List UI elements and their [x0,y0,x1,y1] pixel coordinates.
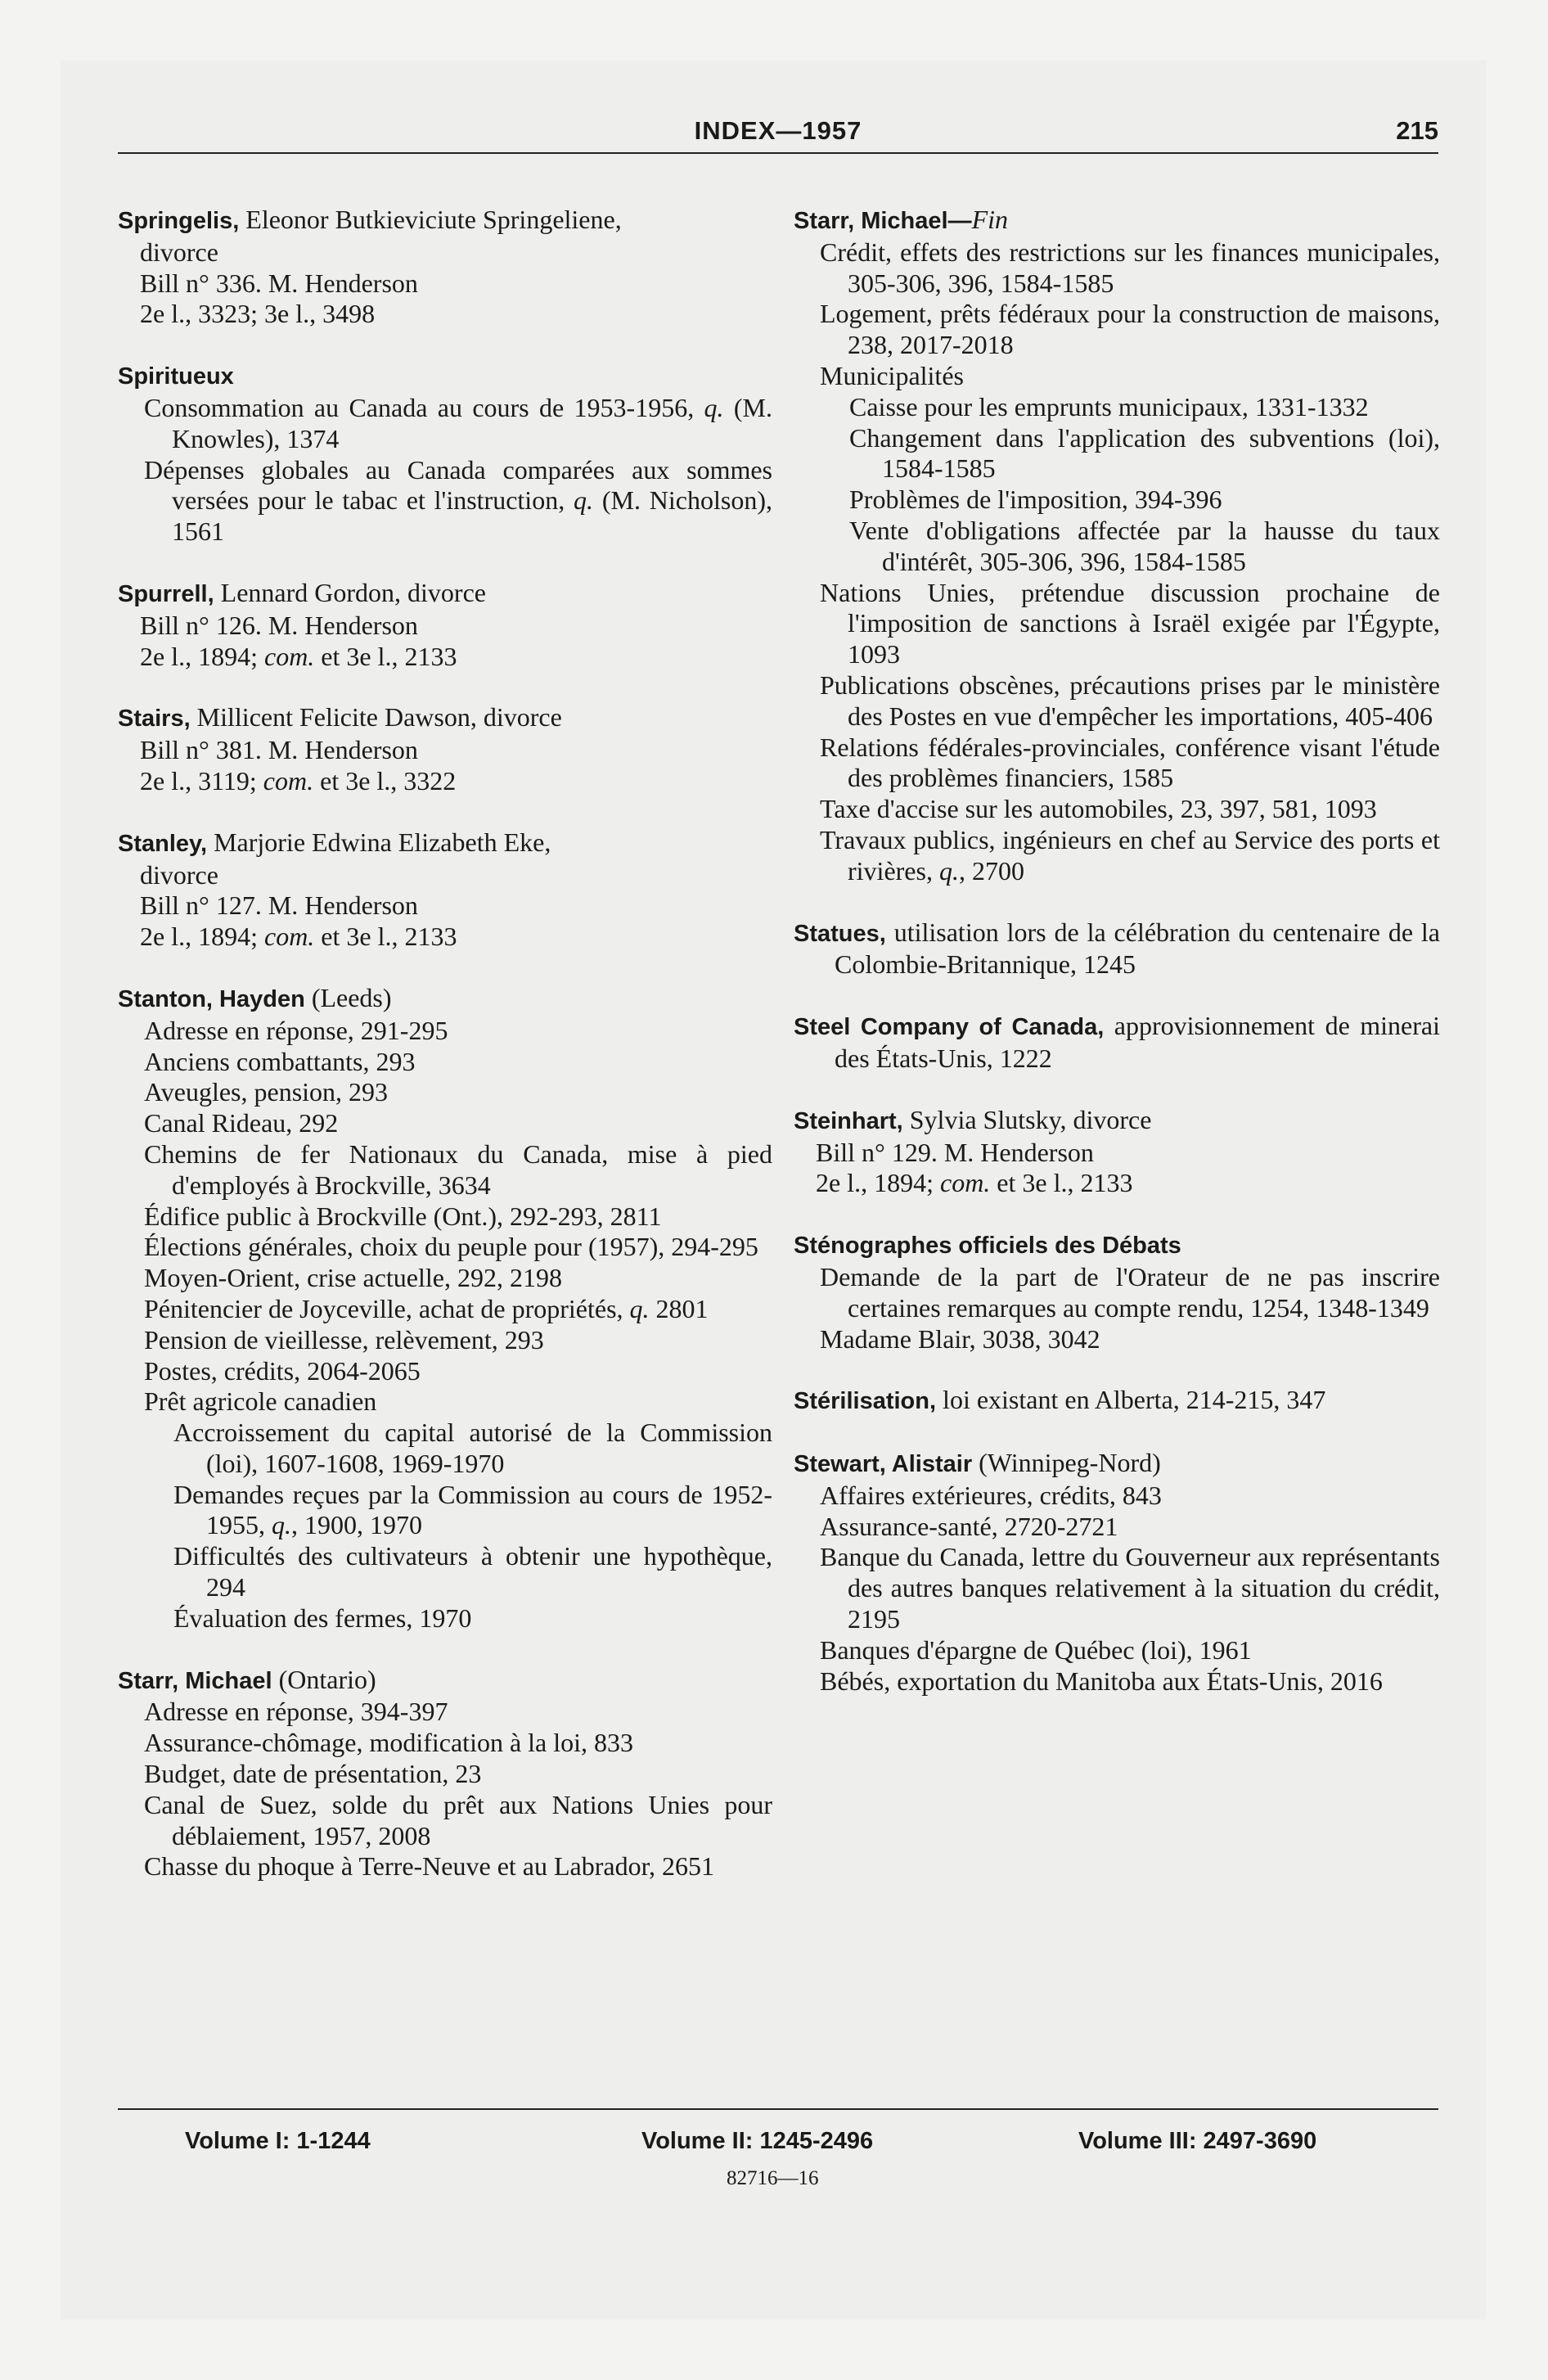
entry-heading-line [794,1448,1440,1481]
index-entry [794,1448,1440,1697]
subentry: Chasse du phoque à Terre-Neuve et au Labrador, 2651 [144,1851,714,1882]
sub-subentry: Problèmes de l'imposition, 394-396 [849,485,1222,515]
entry-heading-text: Eleonor Butkieviciute Springeliene, [239,205,622,234]
entry-headword: Steel Company of Canada, [794,1014,1105,1041]
footer-volume-3: Volume III: 2497-3690 [1078,2128,1317,2154]
entry-detail: 2e l., 3119; com. et 3e l., 3322 [140,765,457,796]
subentry: Élections générales, choix du peuple pour (1957), 294-295 [144,1232,758,1262]
entry-heading-text: approvisionnement de minerai des États-Unis, 1222 [835,1011,1441,1073]
entry-detail: 2e l., 3323; 3e l., 3498 [140,299,376,329]
subentry: Postes, crédits, 2064-2065 [144,1355,421,1386]
entry-detail: Bill n° 127. M. Henderson [140,890,418,921]
subentry: Chemins de fer Nationaux du Canada, mise à pied d'employés à Brockville, 3634 [144,1138,772,1200]
index-entry [118,827,772,953]
subentry: Adresse en réponse, 394-397 [144,1697,448,1727]
index-entry [794,1105,1440,1199]
subentry: Canal Rideau, 292 [144,1108,339,1138]
index-entry [118,578,772,672]
subentry: Édifice public à Brockville (Ont.), 292-293, 2811 [144,1201,662,1231]
index-entry [118,1665,772,1883]
entry-detail: Bill n° 336. M. Henderson [140,268,418,298]
entry-heading-text: Marjorie Edwina Elizabeth Eke, [207,827,551,857]
entry-heading-line [794,1105,1440,1138]
index-entry [794,205,1440,887]
subentry: Consommation au Canada au cours de 1953-1956, q. (M. Knowles), 1374 [144,392,773,453]
entry-headword: Starr, Michael— [794,208,972,234]
index-entry [794,917,1440,981]
entry-heading-text: (Winnipeg-Nord) [972,1448,1161,1478]
sub-subentry: Accroissement du capital autorisé de la Commission (loi), 1607-1608, 1969-1970 [173,1418,772,1478]
sub-subentry: Caisse pour les emprunts municipaux, 1331-1332 [849,391,1369,421]
index-entry [118,983,772,1634]
subentry: Publications obscènes, précautions prises par le ministère des Postes en vue d'empêcher les importations, 405-406 [820,669,1440,731]
sub-subentry: Difficultés des cultivateurs à obtenir une hypothèque, 294 [173,1541,772,1602]
entry-headword: Starr, Michael [118,1667,272,1694]
entry-detail: divorce [140,859,218,890]
entry-heading-line [118,1665,772,1697]
sub-subentry: Évaluation des fermes, 1970 [173,1602,472,1633]
entry-headword: Spurrell, [118,580,214,607]
entry-heading-line [118,827,772,860]
entry-headword: Sténographes officiels des Débats [794,1233,1181,1260]
entry-headword: Statues, [794,920,886,947]
entry-detail: Bill n° 381. M. Henderson [140,735,418,765]
subentry: Nations Unies, prétendue discussion prochaine de l'imposition de sanctions à Israël exigée par l'Égypte, 1093 [820,577,1440,669]
subentry: Madame Blair, 3038, 3042 [820,1323,1100,1354]
entry-headword: Stewart, Alistair [794,1451,973,1478]
header-rule [118,152,1438,154]
subentry: Assurance-santé, 2720-2721 [820,1511,1118,1541]
subentry: Dépenses globales au Canada comparées aux sommes versées pour le tabac et l'instruction, q. (M. Nicholson), 1561 [144,454,773,547]
entry-headword: Stanley, [118,830,208,857]
entry-heading-line [118,578,772,611]
entry-headword-continued: Fin [971,205,1009,234]
entry-headword: Springelis, [118,208,240,234]
subentry: Moyen-Orient, crise actuelle, 292, 2198 [144,1263,562,1293]
entry-heading-text: (Ontario) [272,1664,376,1694]
sub-subentry: Vente d'obligations affectée par la hausse du taux d'intérêt, 305-306, 396, 1584-1585 [849,515,1440,576]
entry-heading-line [794,1385,1440,1418]
subentry: Adresse en réponse, 291-295 [144,1015,448,1045]
entry-heading-text: (Leeds) [304,982,392,1012]
entry-headword: Steinhart, [794,1107,903,1134]
index-entry [118,205,772,330]
entry-heading-line [118,205,772,237]
entry-heading-text: utilisation lors de la célébration du centenaire de la Colombie-Britannique, 1245 [835,917,1440,980]
entry-heading-line [794,1229,1440,1262]
subentry: Pénitencier de Joyceville, achat de propriétés, q. 2801 [144,1293,709,1323]
subentry: Banques d'épargne de Québec (loi), 1961 [820,1634,1252,1665]
entry-heading-line [794,205,1440,237]
entry-heading-line [118,702,772,735]
entry-detail: 2e l., 1894; com. et 3e l., 2133 [816,1168,1133,1198]
entry-detail: divorce [140,237,218,267]
entry-detail: Bill n° 129. M. Henderson [816,1137,1094,1167]
subentry: Affaires extérieures, crédits, 843 [820,1480,1162,1510]
left-column [118,205,772,1913]
subentry: Logement, prêts fédéraux pour la construction de maisons, 238, 2017-2018 [820,299,1440,360]
running-head [118,108,1438,157]
entry-headword: Spiritueux [118,363,234,390]
entry-heading-line [794,917,1440,981]
subentry: Anciens combattants, 293 [144,1046,416,1076]
entry-headword: Stanton, Hayden [118,985,305,1012]
sub-subentry: Demandes reçues par la Commission au cours de 1952-1955, q., 1900, 1970 [173,1479,772,1540]
entry-detail: 2e l., 1894; com. et 3e l., 2133 [140,641,457,671]
subentry: Taxe d'accise sur les automobiles, 23, 397, 581, 1093 [820,794,1377,824]
entry-headword: Stérilisation, [794,1388,937,1415]
index-title: INDEX—1957 [694,116,862,145]
print-code: 82716—16 [727,2167,819,2189]
entry-heading-text: loi existant en Alberta, 214-215, 347 [936,1385,1326,1415]
right-column [794,205,1440,1727]
subentry: Budget, date de présentation, 23 [144,1759,482,1789]
entry-detail: 2e l., 1894; com. et 3e l., 2133 [140,922,457,952]
index-entry [794,1385,1440,1418]
index-entry [118,360,772,548]
entry-heading-line [118,360,772,393]
subentry: Assurance-chômage, modification à la loi, 833 [144,1728,634,1758]
page-number: 215 [1396,116,1438,145]
subentry: Municipalités [820,360,964,390]
entry-heading-line [118,983,772,1016]
footer-volume-1: Volume I: 1-1244 [185,2128,371,2154]
subentry: Travaux publics, ingénieurs en chef au Service des ports et rivières, q., 2700 [820,824,1440,886]
entry-heading-line [794,1011,1440,1075]
subentry: Pension de vieillesse, relèvement, 293 [144,1324,544,1355]
footer-volume-2: Volume II: 1245-2496 [641,2128,874,2154]
subentry: Canal de Suez, solde du prêt aux Nations Unies pour déblaiement, 1957, 2008 [144,1789,772,1850]
sub-subentry: Changement dans l'application des subventions (loi), 1584-1585 [849,422,1440,484]
index-entry [794,1011,1440,1075]
entry-heading-text: Millicent Felicite Dawson, divorce [190,702,562,732]
entry-detail: Bill n° 126. M. Henderson [140,610,418,640]
subentry: Banque du Canada, lettre du Gouverneur aux représentants des autres banques relativement à la situation du crédit, 2195 [820,1542,1440,1634]
index-entry [118,702,772,796]
index-entry [794,1229,1440,1355]
subentry: Bébés, exportation du Manitoba aux États-Unis, 2016 [820,1666,1383,1696]
subentry: Relations fédérales-provinciales, conférence visant l'étude des problèmes financiers, 1585 [820,732,1440,793]
entry-headword: Stairs, [118,705,191,732]
subentry: Demande de la part de l'Orateur de ne pas inscrire certaines remarques au compte rendu, 1254, 1348-1349 [820,1261,1440,1323]
entry-heading-text: Sylvia Slutsky, divorce [902,1104,1152,1134]
subentry: Prêt agricole canadien [144,1386,377,1417]
subentry: Crédit, effets des restrictions sur les finances municipales, 305-306, 396, 1584-1585 [820,237,1440,298]
entry-heading-text: Lennard Gordon, divorce [214,577,486,607]
footer-rule [118,2108,1438,2110]
subentry: Aveugles, pension, 293 [144,1077,389,1107]
